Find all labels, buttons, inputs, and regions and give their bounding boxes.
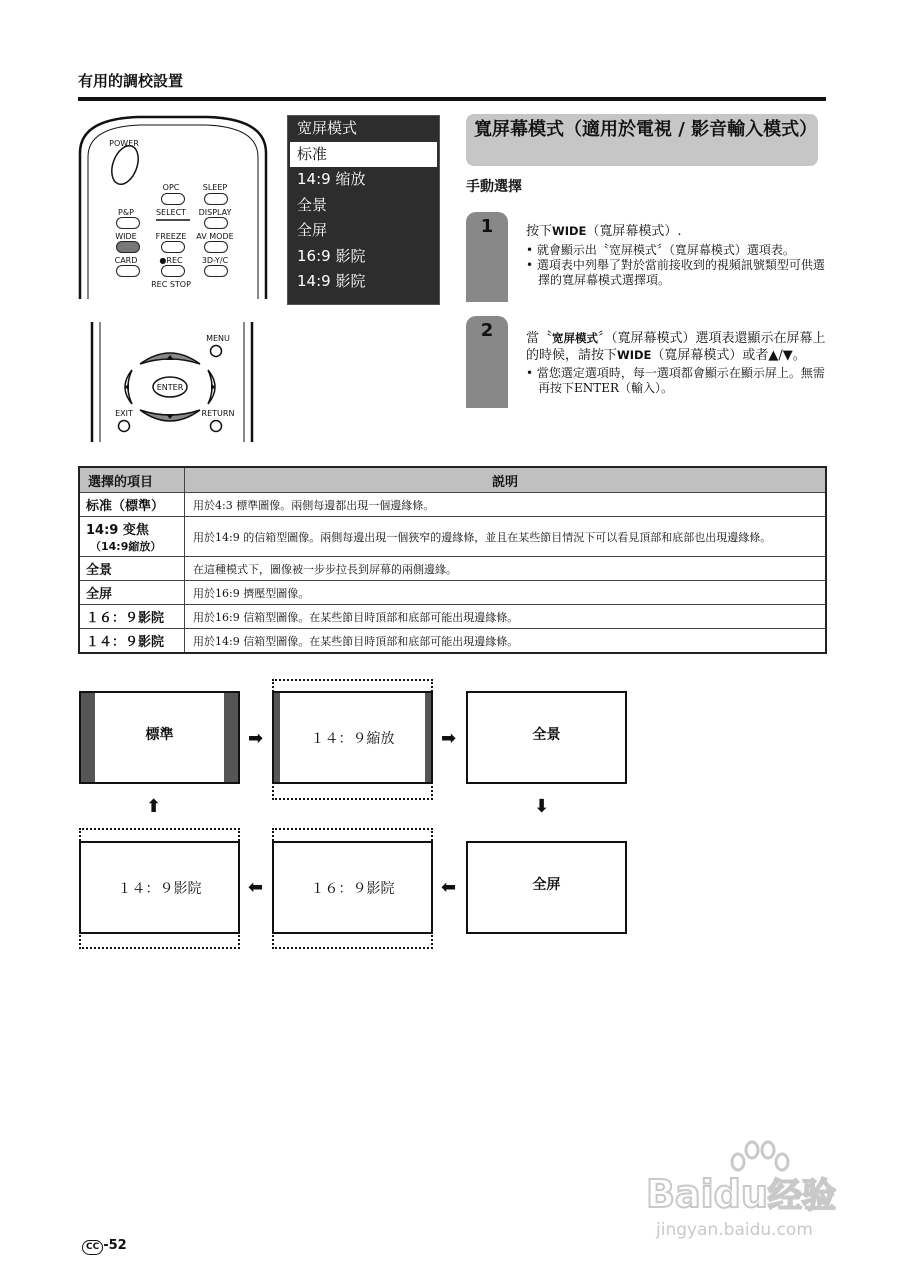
- table-row: [79, 629, 826, 654]
- opc-label: OPC: [162, 183, 180, 192]
- side-bar-left: [274, 693, 280, 782]
- wide-label: WIDE: [115, 232, 137, 241]
- osd-item-standard[interactable]: 标准: [290, 142, 437, 168]
- wide-button[interactable]: [116, 241, 140, 253]
- section-subtitle: 手動選擇: [466, 179, 522, 195]
- exit-label: EXIT: [115, 409, 133, 418]
- wide-mode-osd-menu: [287, 115, 440, 305]
- freeze-button[interactable]: [161, 241, 185, 253]
- page-prefix-badge: CC: [82, 1240, 103, 1255]
- menu-label: MENU: [206, 334, 230, 343]
- page-number: [82, 1238, 127, 1255]
- osd-menu-title: 宽屏模式: [297, 119, 358, 137]
- arrow-right-icon: ➡: [441, 728, 457, 749]
- watermark-brand-part2: du: [713, 1172, 768, 1216]
- step-1-text: [526, 224, 828, 288]
- osd-item-14-9-cinema[interactable]: 14:9 影院: [297, 272, 366, 290]
- arrow-down-icon: ⬇: [534, 796, 550, 817]
- side-bar-right: [425, 693, 431, 782]
- freeze-label: FREEZE: [155, 232, 187, 241]
- card-label: CARD: [114, 256, 138, 265]
- power-label: POWER: [109, 139, 139, 148]
- screen-16-9-cinema-label: １６：９影院: [310, 880, 395, 897]
- screen-14-9-zoom: [272, 691, 433, 784]
- pp-button[interactable]: [116, 217, 140, 229]
- table-header-item: 選擇的項目: [79, 467, 185, 493]
- table-cell-desc: 用於4:3 標準圖像。兩側每邊都出現一個邊緣條。: [185, 493, 827, 517]
- pp-label: P&P: [118, 208, 134, 217]
- osd-item-full[interactable]: 全屏: [297, 221, 328, 239]
- table-cell-item-main: 14:9 变焦: [86, 523, 149, 538]
- header-rule: [78, 97, 826, 101]
- screen-standard-label: 標準: [145, 726, 174, 743]
- return-label: RETURN: [201, 409, 235, 418]
- screen-16-9-cinema: [272, 841, 433, 934]
- table-row: [79, 493, 826, 517]
- watermark-url: jingyan.baidu.com: [656, 1220, 813, 1240]
- rec-label: ●REC: [159, 256, 183, 265]
- screen-14-9-cinema-label: １４：９影院: [117, 880, 202, 897]
- display-label: DISPLAY: [198, 208, 232, 217]
- screen-14-9-cinema: [79, 841, 240, 934]
- osd-item-panorama[interactable]: 全景: [297, 195, 328, 214]
- arrow-left-icon: ⬅: [248, 877, 264, 898]
- arrow-left-icon: ⬅: [441, 877, 457, 898]
- 3d-yc-label: 3D-Y/C: [201, 256, 229, 265]
- osd-item-16-9-cinema[interactable]: 16:9 影院: [297, 246, 366, 265]
- step-1-number: 1: [480, 216, 494, 237]
- step-2-main-mid: 〞（寬屏幕模式）選項表還顯示在屏幕上的時候，請按下: [526, 331, 826, 363]
- table-header-description: 説明: [185, 467, 827, 493]
- table-cell-item: 全景: [79, 557, 185, 581]
- arrow-up-icon: ⬆: [146, 796, 162, 817]
- sleep-label: SLEEP: [202, 183, 228, 192]
- table-cell-desc: 用於14:9 的信箱型圖像。兩側每邊出現一個狹窄的邊緣條，並且在某些節目情況下可以看見頂部和底部也出現邊緣條。: [185, 517, 827, 557]
- step-1-main: [526, 224, 828, 239]
- table-cell-item-sub: （14:9縮放）: [90, 540, 162, 553]
- screen-panorama-label: 全景: [532, 726, 561, 743]
- table-row: [79, 581, 826, 605]
- step-2-main-post: （寬屏幕模式）或者▲/▼。: [651, 348, 806, 363]
- table-cell-item: 标准（標準）: [79, 493, 185, 517]
- step-1-bullet-2: • 選項表中列舉了對於當前接收到的視頻訊號類型可供選擇的寬屏幕模式選擇項。: [526, 258, 825, 287]
- remote-control-top: [78, 113, 268, 299]
- table-cell-desc: 在這種模式下，圖像被一步步拉長到屏幕的兩側邊緣。: [185, 557, 827, 581]
- sleep-button[interactable]: [204, 193, 228, 205]
- table-cell-desc: 用於16:9 擠壓型圖像。: [185, 581, 827, 605]
- baidu-watermark: [638, 1140, 848, 1250]
- table-cell-desc: 用於16:9 信箱型圖像。在某些節目時頂部和底部可能出現邊緣條。: [185, 605, 827, 629]
- table-cell-desc: 用於14:9 信箱型圖像。在某些節目時頂部和底部可能出現邊緣條。: [185, 629, 827, 654]
- 3d-yc-button[interactable]: [204, 265, 228, 277]
- page-header-title: 有用的調校設置: [78, 72, 184, 90]
- step-2-number: 2: [480, 320, 494, 341]
- av-mode-button[interactable]: [204, 241, 228, 253]
- step-2-wide-key: WIDE: [617, 348, 652, 362]
- table-row: [79, 605, 826, 629]
- step-1-bullet-1: • 就會顯示出〝宽屏模式〞（寬屏幕模式）選項表。: [526, 243, 795, 257]
- card-button[interactable]: [116, 265, 140, 277]
- rec-stop-label: REC STOP: [151, 280, 191, 289]
- screen-14-9-zoom-label: １４：９縮放: [310, 730, 395, 747]
- page-number-value: -52: [103, 1238, 127, 1253]
- display-button[interactable]: [204, 217, 228, 229]
- table-row: [79, 517, 826, 557]
- table-cell-item: １６：９影院: [79, 605, 185, 629]
- step-2-main: [526, 330, 828, 364]
- av-mode-label: AV MODE: [196, 232, 234, 241]
- watermark-cn: 经验: [767, 1176, 836, 1216]
- step-2-bullet-1: • 當您選定選項時，每一選項都會顯示在顯示屏上。無需再按下ENTER（輸入）。: [526, 366, 825, 395]
- select-label: SELECT: [155, 208, 187, 217]
- table-cell-item: [79, 517, 185, 557]
- table-row: [79, 557, 826, 581]
- step-1-main-post: （寬屏幕模式）.: [586, 224, 682, 239]
- table-cell-item: 全屏: [79, 581, 185, 605]
- enter-label: ENTER: [156, 383, 184, 392]
- watermark-brand-part1: Bai: [646, 1172, 714, 1216]
- step-2-main-pre: 當〝: [526, 331, 553, 346]
- screen-standard: [79, 691, 240, 784]
- opc-button[interactable]: [161, 193, 185, 205]
- step-1-wide-key: WIDE: [552, 224, 587, 238]
- arrow-right-icon: ➡: [248, 728, 264, 749]
- side-bar-left: [81, 693, 95, 782]
- side-bar-right: [224, 693, 238, 782]
- section-title: 寬屏幕模式（適用於電視 / 影音輸入模式）: [466, 114, 818, 166]
- screen-full-label: 全屏: [532, 876, 561, 893]
- step-1-main-pre: 按下: [526, 224, 553, 239]
- wide-mode-table: [78, 466, 827, 654]
- screen-full: [466, 841, 627, 934]
- step-2-mode-name: 宽屏模式: [552, 331, 599, 345]
- step-2-text: [526, 330, 828, 396]
- osd-item-14-9-zoom[interactable]: 14:9 缩放: [297, 170, 366, 188]
- remote-control-bottom: [88, 322, 256, 442]
- watermark-brand: [646, 1168, 836, 1217]
- table-cell-item: １４：９影院: [79, 629, 185, 654]
- rec-button[interactable]: [161, 265, 185, 277]
- screen-panorama: [466, 691, 627, 784]
